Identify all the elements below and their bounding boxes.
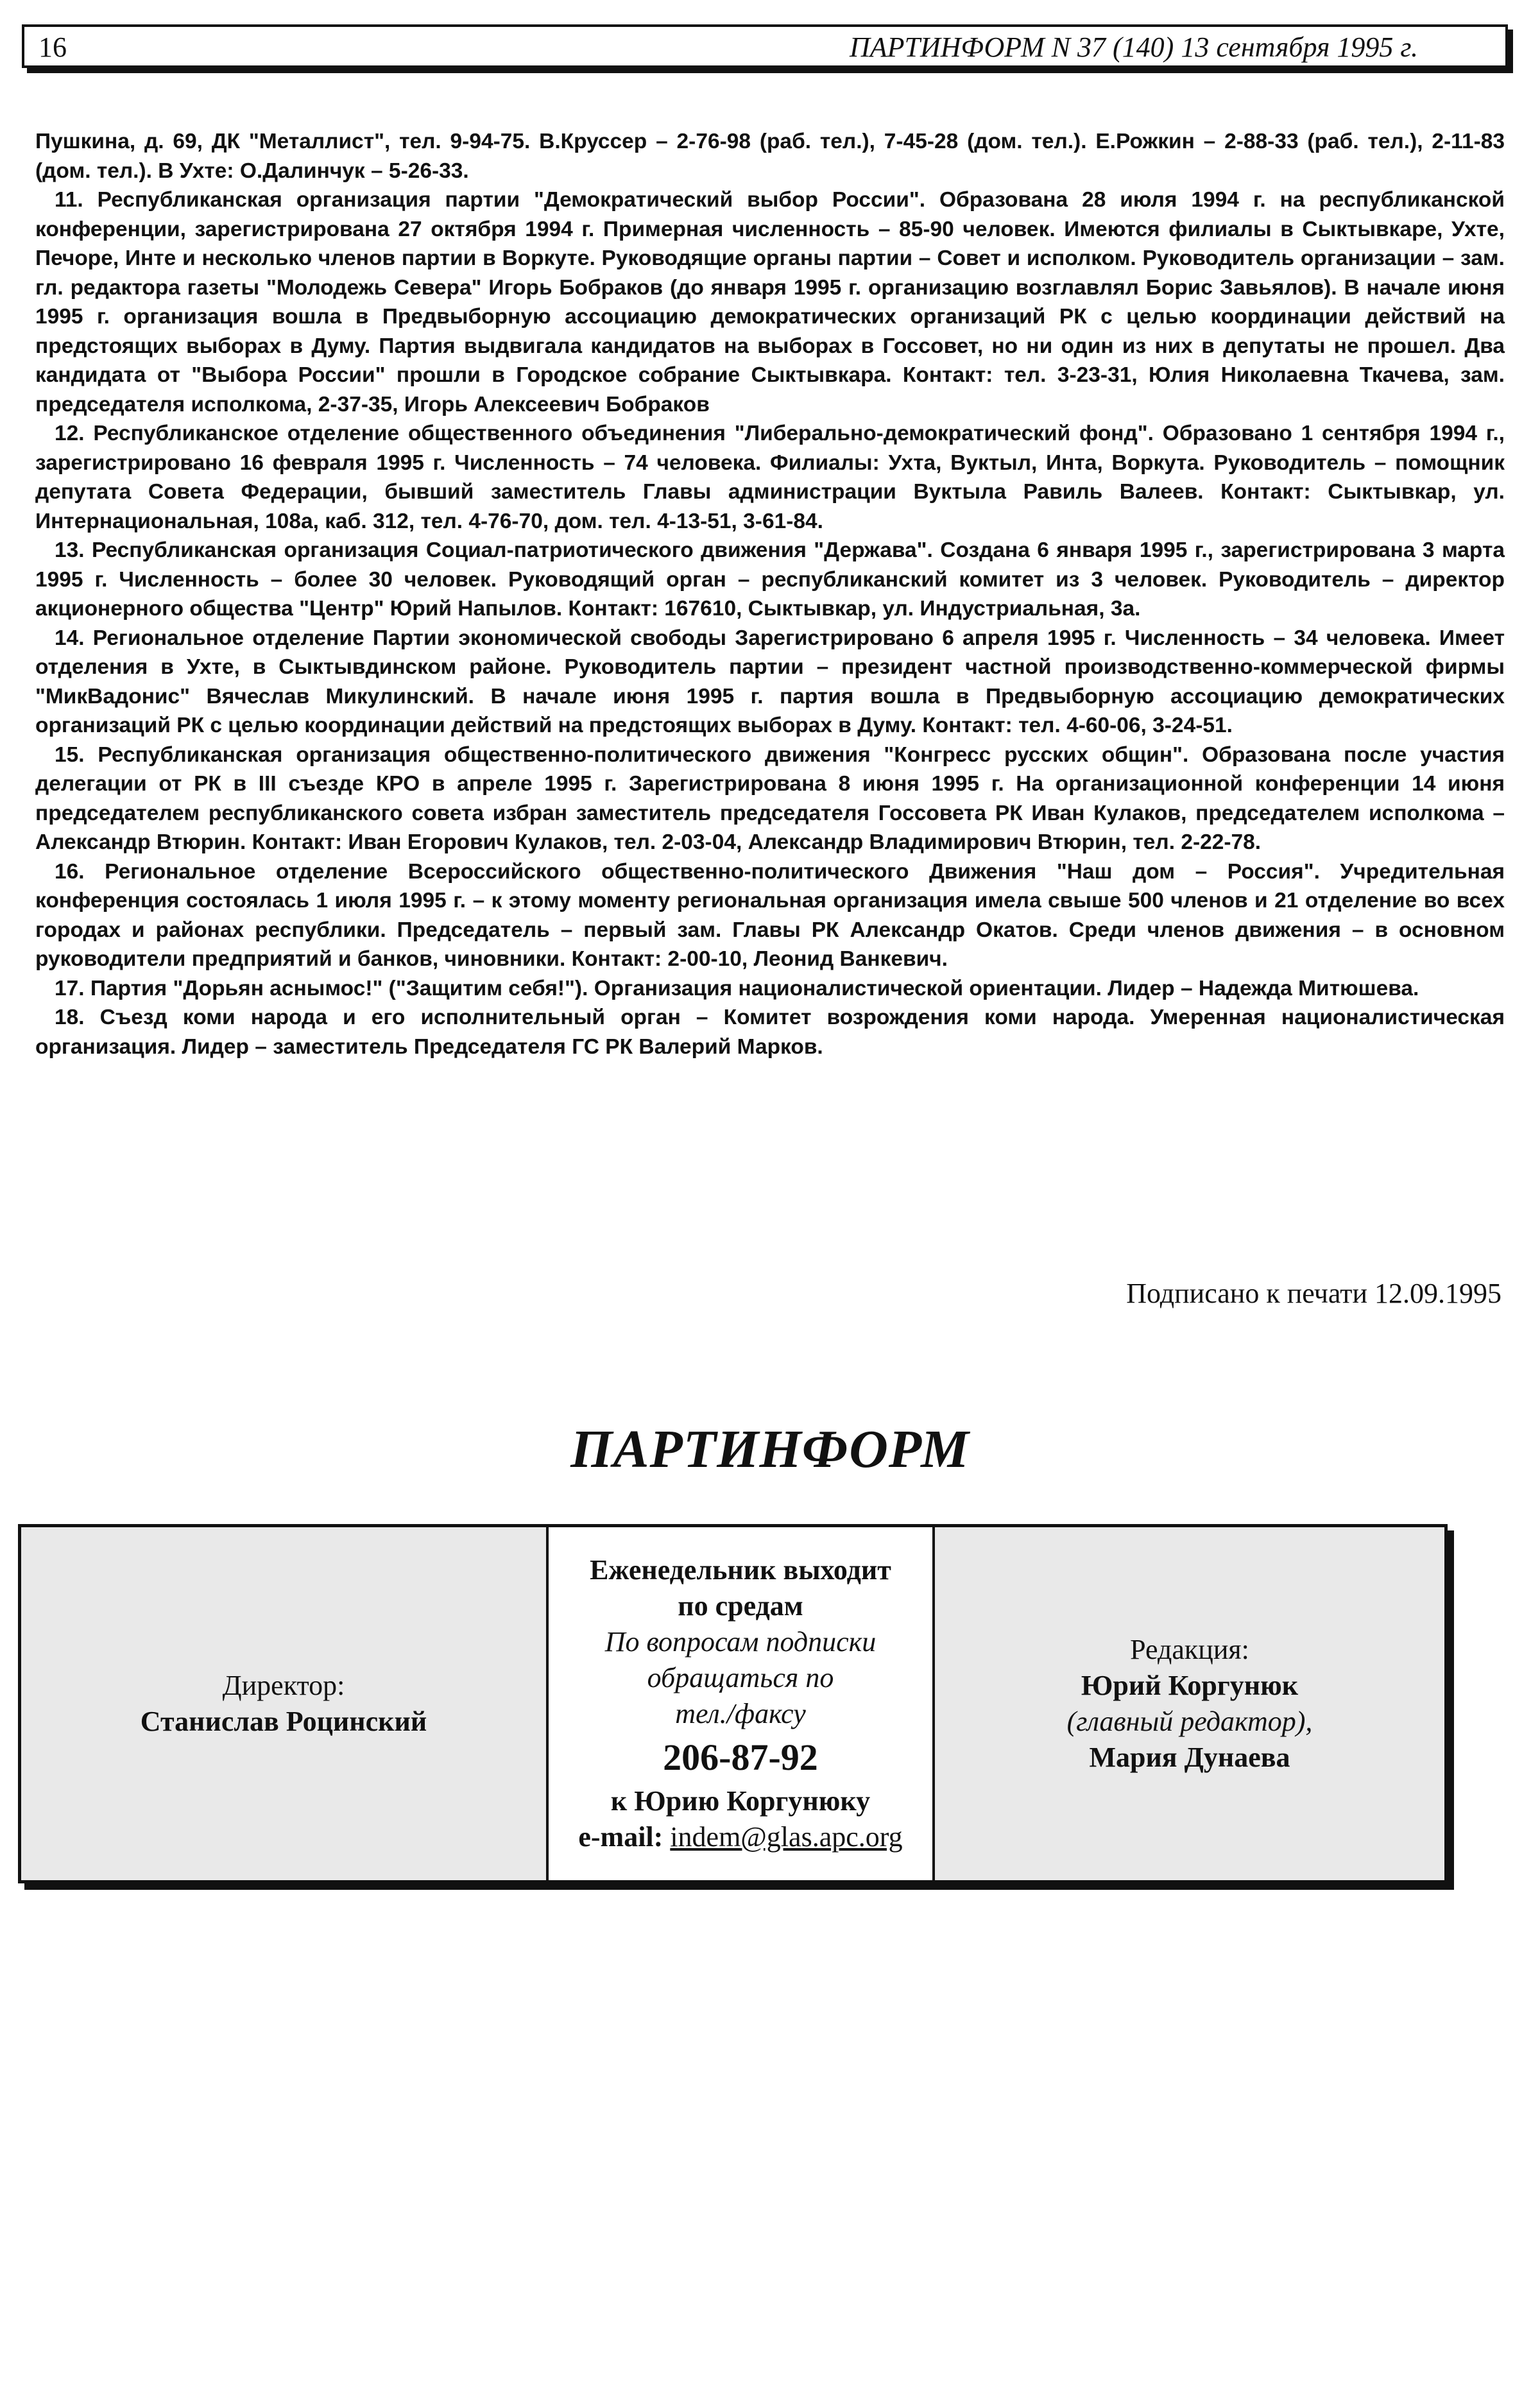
entry-11: 11. Республиканская организация партии "Демократический выбор России". Образована 28 июля 1994 г. на республиканской конференции, зарегистрирована 27 октября 1994 г. Примерная численность – 85-90 человек. Имеются филиалы в Сыктывкаре, Ухте, Печоре, Инте и несколько членов партии в Воркуте. Руководящие органы партии – Совет и исполком. Руководитель организации – зам. гл. редактора газеты "Молодежь Севера" Игорь Бобраков (до января 1995 г. организацию возглавлял Борис Завьялов). В начале июня 1995 г. организация вошла в Предвыборную ассоциацию демократических организаций РК с целью координации действий на предстоящих выборах в Думу. Партия выдвигала кандидатов на выборах в Госсовет, но ни один из них в депутаты не прошел. Два кандидата от "Выбора России" прошли в Городское собрание Сыктывкара. Контакт: тел. 3-23-31, Юлия Николаевна Ткачева, зам. председателя исполкома, 2-37-35, Игорь Алексеевич Бобраков [35, 188, 1505, 416]
editor-name: Юрий Коргунюк [1081, 1670, 1299, 1701]
weekly-line-1: Еженедельник выходит [590, 1554, 891, 1586]
entry-15: 15. Республиканская организация общественно-политического движения "Конгресс русских общин". Образована после участия делегации от РК в III съезде КРО в апреле 1995 г. Зарегистрирована 8 июня 1995 г. На организационной конференции 14 июня председателем республиканского совета избран заместитель председателя Госсовета РК Иван Кулаков, председателем исполкома – Александр Втюрин. Контакт: Иван Егорович Кулаков, тел. 2-03-04, Александр Владимирович Втюрин, тел. 2-22-78. [35, 742, 1505, 854]
editorial-cell [935, 1527, 1444, 1880]
director-cell [21, 1527, 549, 1880]
page-number: 16 [38, 31, 67, 63]
subscription-cell [549, 1527, 935, 1880]
editor-role: (главный редактор), [1066, 1706, 1313, 1737]
weekly-line-2: по средам [678, 1590, 803, 1622]
phone-number: 206-87-92 [663, 1736, 818, 1778]
entry-13: 13. Республиканская организация Социал-патриотического движения "Держава". Создана 6 января 1995 г., зарегистрирована 3 марта 1995 г. Численность – более 30 человек. Руководящий орган – республиканский комитет из 3 человек. Руководитель – директор акционерного общества "Центр" Юрий Напылов. Контакт: 167610, Сыктывкар, ул. Индустриальная, 3а. [35, 538, 1505, 621]
issue-line: ПАРТИНФОРМ N 37 (140) 13 сентября 1995 г. [850, 31, 1418, 63]
subscription-line-3: тел./факсу [675, 1698, 806, 1729]
entry-12: 12. Республиканское отделение общественного объединения "Либерально-демократический фонд". Образовано 1 сентября 1994 г., зарегистрировано 16 февраля 1995 г. Численность – 74 человека. Филиалы: Ухта, Вуктыл, Инта, Воркута. Руководитель – помощник депутата Совета Федерации, бывший заместитель Главы администрации Вуктыла Равиль Валеев. Контакт: Сыктывкар, ул. Интернациональная, 108а, каб. 312, тел. 4-76-70, дом. тел. 4-13-51, 3-61-84. [35, 422, 1505, 533]
page-header [22, 24, 1508, 68]
director-name: Станислав Роцинский [140, 1706, 427, 1737]
signed-for-print: Подписано к печати 12.09.1995 [1126, 1278, 1502, 1309]
email-link[interactable]: indem@glas.apc.org [670, 1821, 903, 1853]
email-row [578, 1819, 902, 1855]
director-label: Директор: [222, 1670, 345, 1701]
entry-16: 16. Региональное отделение Всероссийского общественно-политического Движения "Наш дом – Россия". Учредительная конференция состоялась 1 июля 1995 г. – к этому моменту региональная организация имела свыше 500 членов и 21 отделение во всех городах и районах республики. Председатель – первый зам. Главы РК Александр Окатов. Среди членов движения – в основном руководители предприятий и банков, чиновники. Контакт: 2-00-10, Леонид Ванкевич. [35, 859, 1505, 971]
entry-18: 18. Съезд коми народа и его исполнительный орган – Комитет возрождения коми народа. Умеренная националистическая организация. Лидер – заместитель Председателя ГС РК Валерий Марков. [35, 1006, 1505, 1059]
paragraph-continued: Пушкина, д. 69, ДК "Металлист", тел. 9-94-75. В.Круссер – 2-76-98 (раб. тел.), 7-45-28 (дом. тел.). Е.Рожкин – 2-88-33 (раб. тел.), 2-11-83 (дом. тел.). В Ухте: О.Далинчук – 5-26-33. [35, 130, 1505, 183]
masthead-title: ПАРТИНФОРМ [570, 1419, 970, 1479]
entry-14: 14. Региональное отделение Партии экономической свободы Зарегистрировано 6 апреля 1995 г. Численность – 34 человека. Имеет отделения в Ухте, в Сыктывдинском районе. Руководитель партии – президент частной производственно-коммерческой фирмы "МикВадонис" Вячеслав Микулинский. В начале июня 1995 г. партия вошла в Предвыборную ассоциацию демократических организаций РК с целью координации действий на предстоящих выборах в Думу. Контакт: тел. 4-60-06, 3-24-51. [35, 626, 1505, 737]
editorial-label: Редакция: [1130, 1634, 1249, 1665]
editor2-name: Мария Дунаева [1089, 1742, 1290, 1773]
subscription-line-1: По вопросам подписки [604, 1626, 877, 1658]
subscription-line-2: обращаться по [647, 1662, 834, 1693]
entry-17: 17. Партия "Дорьян аснымос!" ("Защитим себя!"). Организация националистической ориентации. Лидер – Надежда Митюшева. [55, 976, 1419, 1000]
imprint-table [18, 1524, 1448, 1883]
article-body [35, 127, 1505, 1061]
email-label: e-mail: [578, 1821, 663, 1853]
contact-person: к Юрию Коргунюку [610, 1785, 871, 1817]
